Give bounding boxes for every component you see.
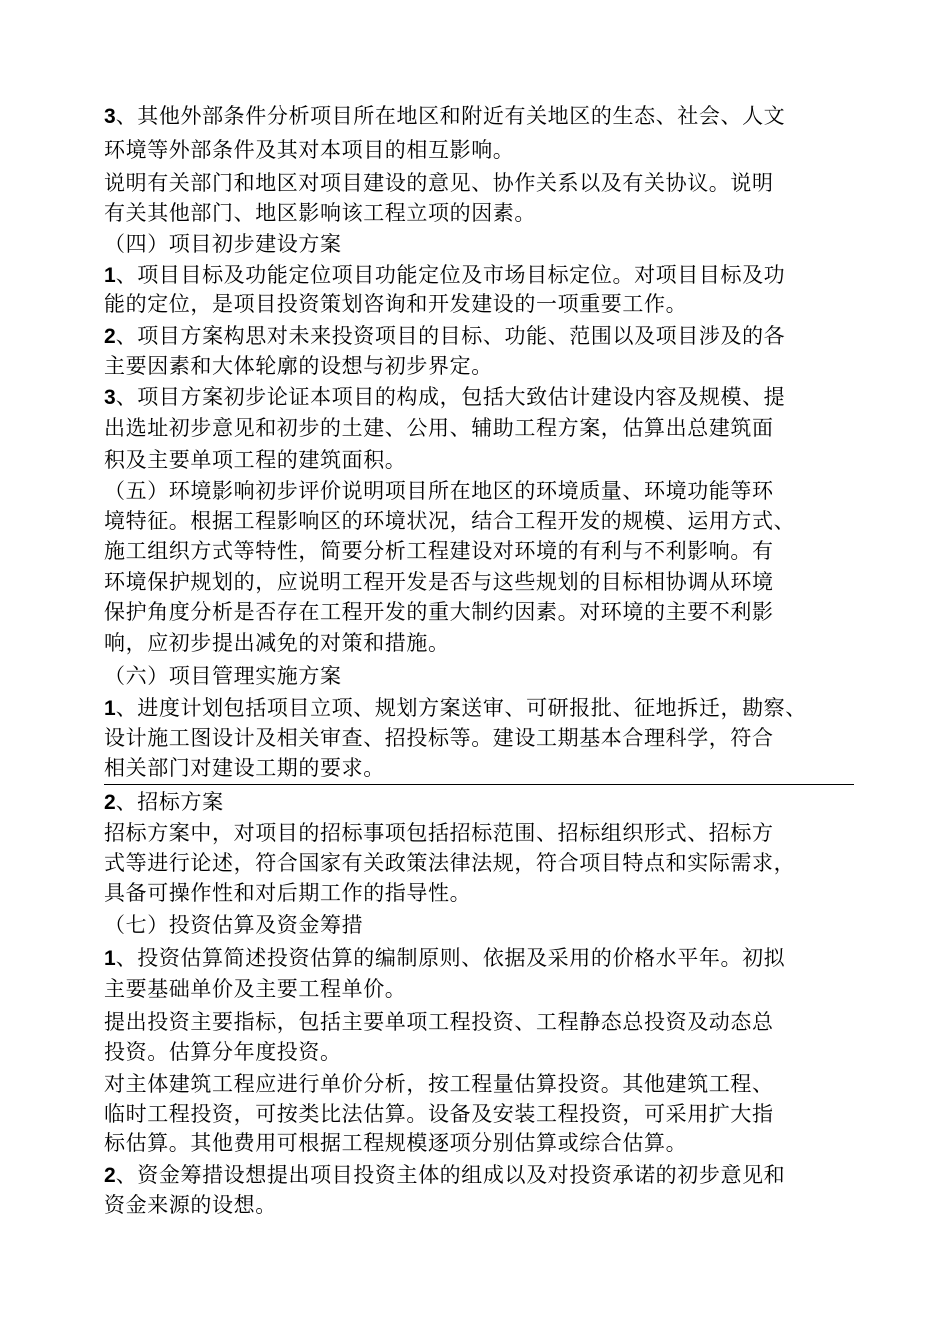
text-line xyxy=(104,1161,785,1190)
line-text: 出选址初步意见和初步的土建、公用、辅助工程方案，估算出总建筑面 xyxy=(104,416,774,440)
line-text: 临时工程投资，可按类比法估算。设备及安装工程投资，可采用扩大指 xyxy=(104,1102,774,1126)
text-line xyxy=(104,199,536,227)
text-line xyxy=(104,446,406,474)
line-text: 保护角度分析是否存在工程开发的重大制约因素。对环境的主要不利影 xyxy=(104,600,774,624)
text-line xyxy=(104,788,224,817)
text-line xyxy=(104,414,774,442)
line-text: 环境保护规划的，应说明工程开发是否与这些规划的目标相协调从环境 xyxy=(104,570,774,594)
line-text: 说明有关部门和地区对项目建设的意见、协作关系以及有关协议。说明 xyxy=(104,171,774,195)
text-line xyxy=(104,598,774,626)
text-line xyxy=(104,261,785,290)
text-line xyxy=(104,102,785,131)
text-line xyxy=(104,507,795,535)
item-number: 1 xyxy=(104,947,116,970)
text-line xyxy=(104,383,785,412)
item-number: 3 xyxy=(104,386,116,409)
line-text: 、项目方案初步论证本项目的构成，包括大致估计建设内容及规模、提 xyxy=(115,385,786,409)
item-number: 2 xyxy=(104,791,116,814)
line-text: 招标方案中，对项目的招标事项包括招标范围、招标组织形式、招标方 xyxy=(104,821,774,845)
line-text: 设计施工图设计及相关审查、招投标等。建设工期基本合理科学，符合 xyxy=(104,726,774,750)
line-text: 、进度计划包括项目立项、规划方案送审、可研报批、征地拆迁，勘察、 xyxy=(115,696,807,720)
section-heading xyxy=(104,911,363,939)
text-line xyxy=(104,819,774,847)
section-heading xyxy=(104,477,774,505)
line-text: 、投资估算简述投资估算的编制原则、依据及采用的价格水平年。初拟 xyxy=(115,946,786,970)
text-line xyxy=(104,322,785,351)
line-text: 、项目方案构思对未来投资项目的目标、功能、范围以及项目涉及的各 xyxy=(115,324,786,348)
line-text: 主要基础单价及主要工程单价。 xyxy=(104,977,407,1001)
line-text: 施工组织方式等特性，简要分析工程建设对环境的有利与不利影响。有 xyxy=(104,539,774,563)
text-line xyxy=(104,975,406,1003)
text-line xyxy=(104,944,785,973)
item-number: 1 xyxy=(104,697,116,720)
text-line xyxy=(104,352,493,380)
item-number: 1 xyxy=(104,264,116,287)
text-line xyxy=(104,537,774,565)
text-line xyxy=(104,1038,342,1066)
line-text: （五）环境影响初步评价说明项目所在地区的环境质量、环境功能等环 xyxy=(104,479,774,503)
text-line xyxy=(104,1191,277,1219)
text-line xyxy=(104,629,450,657)
line-text: （七）投资估算及资金筹措 xyxy=(104,913,364,937)
text-line xyxy=(104,754,385,782)
text-line xyxy=(104,169,774,197)
text-line xyxy=(104,849,795,877)
text-line xyxy=(104,724,774,752)
line-text: 环境等外部条件及其对本项目的相互影响。 xyxy=(104,138,515,162)
line-text: 响，应初步提出减免的对策和措施。 xyxy=(104,631,450,655)
text-line xyxy=(104,1100,774,1128)
horizontal-rule xyxy=(104,784,854,785)
line-text: 具备可操作性和对后期工作的指导性。 xyxy=(104,881,472,905)
text-line xyxy=(104,568,774,596)
line-text: （四）项目初步建设方案 xyxy=(104,232,342,256)
item-number: 3 xyxy=(104,105,116,128)
line-text: 主要因素和大体轮廓的设想与初步界定。 xyxy=(104,354,493,378)
section-heading xyxy=(104,230,342,258)
line-text: 境特征。根据工程影响区的环境状况，结合工程开发的规模、运用方式、 xyxy=(104,509,796,533)
section-heading xyxy=(104,662,342,690)
text-line xyxy=(104,1008,774,1036)
item-number: 2 xyxy=(104,1164,116,1187)
line-text: 有关其他部门、地区影响该工程立项的因素。 xyxy=(104,201,536,225)
text-line xyxy=(104,136,514,164)
text-line xyxy=(104,290,687,318)
line-text: 资金来源的设想。 xyxy=(104,1193,277,1217)
item-number: 2 xyxy=(104,325,116,348)
line-text: 能的定位，是项目投资策划咨询和开发建设的一项重要工作。 xyxy=(104,292,688,316)
line-text: 投资。估算分年度投资。 xyxy=(104,1040,342,1064)
line-text: （六）项目管理实施方案 xyxy=(104,664,342,688)
text-line xyxy=(104,879,471,907)
line-text: 、项目目标及功能定位项目功能定位及市场目标定位。对项目目标及功 xyxy=(115,263,786,287)
line-text: 、资金筹措设想提出项目投资主体的组成以及对投资承诺的初步意见和 xyxy=(115,1163,786,1187)
text-line xyxy=(104,1070,774,1098)
line-text: 提出投资主要指标，包括主要单项工程投资、工程静态总投资及动态总 xyxy=(104,1010,774,1034)
line-text: 式等进行论述，符合国家有关政策法律法规，符合项目特点和实际需求， xyxy=(104,851,796,875)
line-text: 、招标方案 xyxy=(115,790,224,814)
text-line xyxy=(104,694,807,723)
text-line xyxy=(104,1129,687,1157)
line-text: 、其他外部条件分析项目所在地区和附近有关地区的生态、社会、人文 xyxy=(115,104,786,128)
line-text: 对主体建筑工程应进行单价分析，按工程量估算投资。其他建筑工程、 xyxy=(104,1072,774,1096)
line-text: 相关部门对建设工期的要求。 xyxy=(104,756,385,780)
line-text: 积及主要单项工程的建筑面积。 xyxy=(104,448,407,472)
line-text: 标估算。其他费用可根据工程规模逐项分别估算或综合估算。 xyxy=(104,1131,688,1155)
